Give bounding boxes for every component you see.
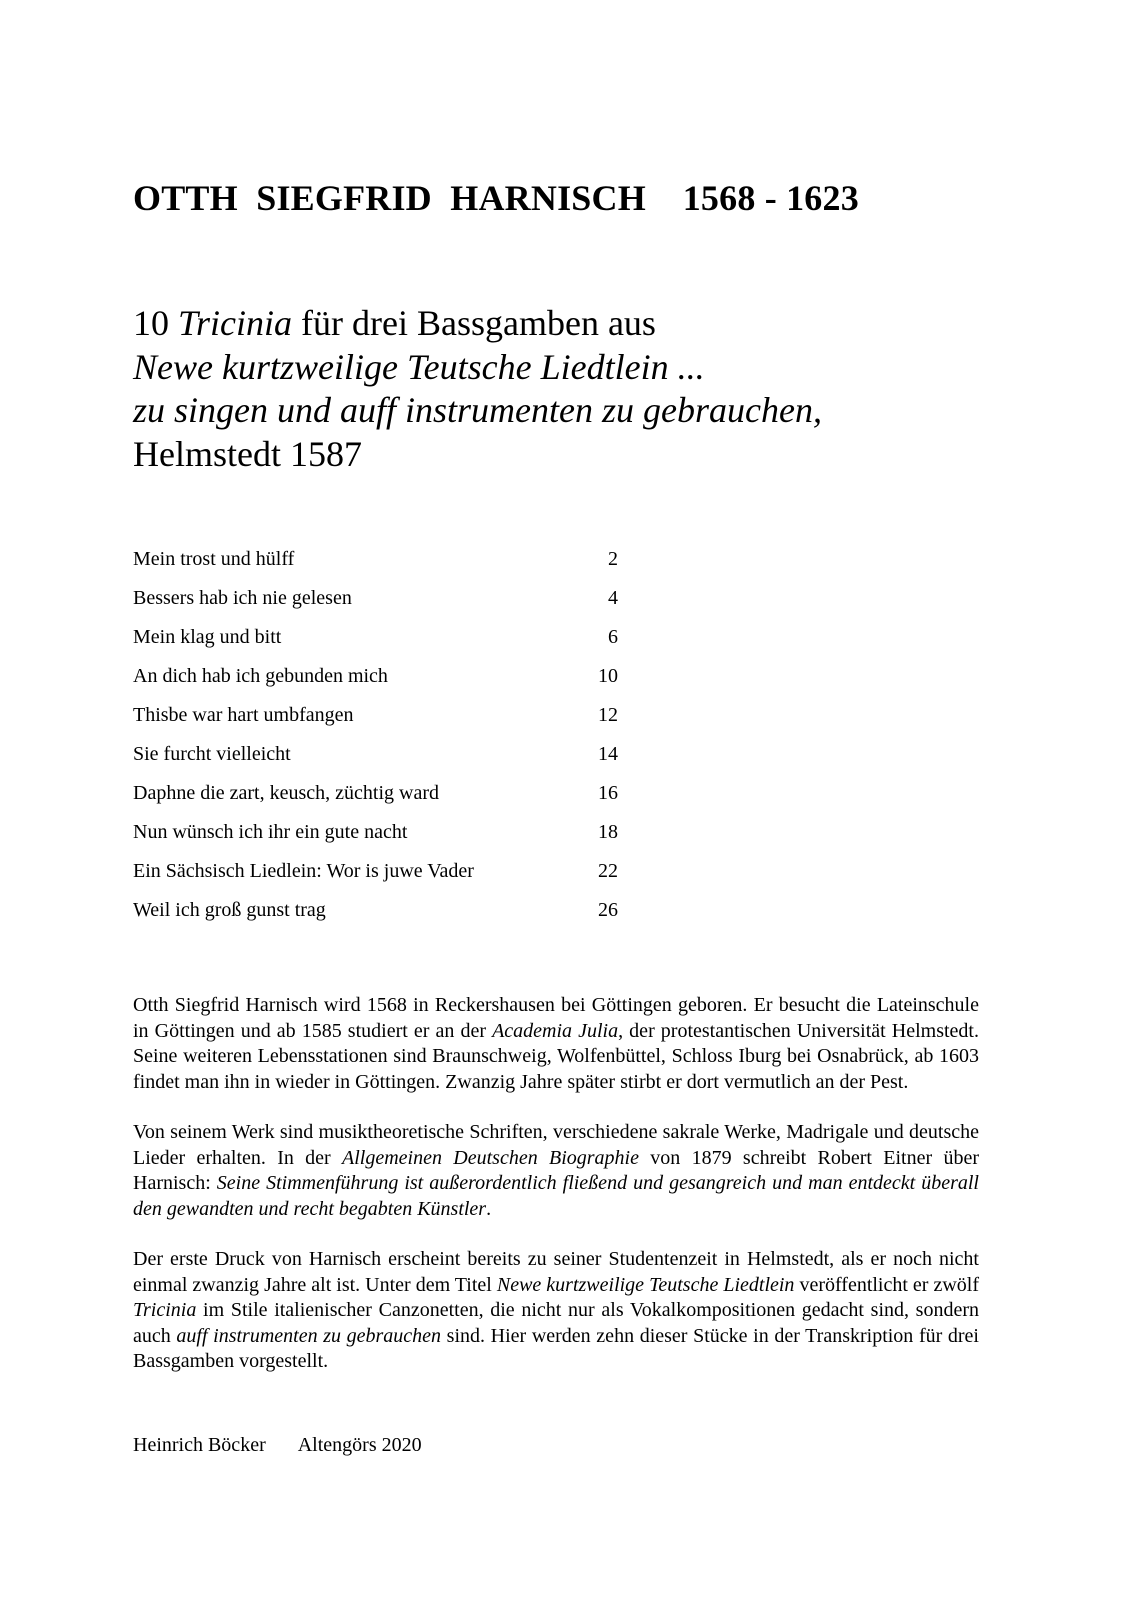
subtitle-line-1 (133, 302, 1033, 346)
composer-heading (133, 176, 859, 220)
toc-entry (133, 774, 618, 813)
biography-paragraph-2 (133, 1120, 979, 1222)
paragraph-emphasis: Allgemeinen Deutschen Biographie (342, 1146, 639, 1169)
paragraph-text: . (486, 1197, 492, 1220)
paragraph-text: Der erste Druck von Harnisch erscheint bereits zu seiner Studentenzeit in Helmstedt, als er noch nicht einmal zwanzig Jahre alt ist. Unter dem Titel (133, 1248, 979, 1296)
toc-entry (133, 891, 618, 930)
table-of-contents (133, 540, 618, 930)
toc-page-number: 4 (608, 587, 618, 609)
subtitle-instrumentation: für drei Bassgamben aus (292, 303, 656, 343)
biography-paragraph-1 (133, 993, 979, 1095)
paragraph-quote: Seine Stimmenführung ist außerordentlich fließend und gesangreich und man entdeckt überall den gewandten und recht begabten Künstler (133, 1172, 979, 1220)
toc-title: Nun wünsch ich ihr ein gute nacht (133, 821, 408, 843)
composer-name: OTTH SIEGFRID HARNISCH (133, 178, 646, 218)
toc-title: Bessers hab ich nie gelesen (133, 587, 352, 609)
paragraph-emphasis: auff instrumenten zu gebrauchen (176, 1324, 442, 1347)
toc-page-number: 18 (598, 821, 618, 843)
signature-line (133, 1432, 422, 1458)
toc-entry (133, 657, 618, 696)
toc-title: Weil ich groß gunst trag (133, 899, 326, 921)
toc-page-number: 16 (598, 782, 618, 804)
paragraph-emphasis: Tricinia (133, 1299, 197, 1321)
toc-entry (133, 540, 618, 579)
paragraph-emphasis: Academia Julia (492, 1019, 619, 1042)
toc-page-number: 6 (608, 626, 618, 648)
place-and-year: Altengörs 2020 (297, 1434, 422, 1456)
paragraph-text: , der protestantischen Universität Helmstedt. Seine weiteren Lebensstationen sind Braunschweig, Wolfenbüttel, Schloss Iburg bei Osnabrück, ab 1603 findet man ihn in wieder in Göttingen. Zwanzig Jahre später stirbt er dort vermutlich an der Pest. (133, 1019, 979, 1093)
toc-page-number: 14 (598, 743, 618, 765)
paragraph-text: sind. Hier werden zehn dieser Stücke in der Transkription für drei Bassgamben vorgestellt. (133, 1324, 979, 1372)
paragraph-text: veröffentlicht er zwölf (794, 1273, 980, 1296)
toc-page-number: 10 (598, 665, 618, 687)
toc-title: Thisbe war hart umbfangen (133, 704, 354, 726)
toc-page-number: 2 (608, 548, 618, 570)
toc-title: Mein trost und hülff (133, 548, 295, 570)
paragraph-text: von 1879 schreibt Robert Eitner über Harnisch: (133, 1146, 979, 1194)
work-subtitle (133, 302, 1033, 476)
paragraph-emphasis: Newe kurtzweilige Teutsche Liedtlein (496, 1273, 795, 1296)
toc-title: Ein Sächsisch Liedlein: Wor is juwe Vader (133, 860, 474, 882)
toc-page-number: 26 (598, 899, 618, 921)
subtitle-tricinia: Tricinia (178, 303, 293, 343)
toc-entry (133, 618, 618, 657)
paragraph-text: im Stile italienischer Canzonetten, die nicht nur als Vokalkompositionen gedacht sind, sondern auch (133, 1299, 979, 1347)
toc-page-number: 22 (598, 860, 618, 882)
toc-entry (133, 813, 618, 852)
toc-entry (133, 696, 618, 735)
subtitle-line-4: Helmstedt 1587 (133, 433, 362, 474)
composer-dates: 1568 - 1623 (682, 178, 859, 218)
author-name: Heinrich Böcker (133, 1434, 266, 1456)
subtitle-line-2: Newe kurtzweilige Teutsche Liedtlein ... (133, 346, 705, 387)
toc-page-number: 12 (598, 704, 618, 726)
toc-entry (133, 579, 618, 618)
paragraph-text: Otth Siegfrid Harnisch wird 1568 in Reckershausen bei Göttingen geboren. Er besucht die Lateinschule in Göttingen und ab 1585 studiert er an der (133, 994, 979, 1042)
toc-title: An dich hab ich gebunden mich (133, 665, 388, 687)
biography-paragraph-3 (133, 1247, 979, 1375)
toc-title: Sie furcht vielleicht (133, 743, 291, 765)
toc-entry (133, 735, 618, 774)
subtitle-line-3: zu singen und auff instrumenten zu gebrauchen, (133, 390, 822, 430)
toc-entry (133, 852, 618, 891)
paragraph-text: Von seinem Werk sind musiktheoretische Schriften, verschiedene sakrale Werke, Madrigale und deutsche Lieder erhalten. In der (133, 1121, 979, 1169)
toc-title: Mein klag und bitt (133, 626, 282, 648)
subtitle-count: 10 (133, 303, 178, 343)
biography-text (133, 993, 979, 1400)
toc-title: Daphne die zart, keusch, züchtig ward (133, 782, 439, 804)
